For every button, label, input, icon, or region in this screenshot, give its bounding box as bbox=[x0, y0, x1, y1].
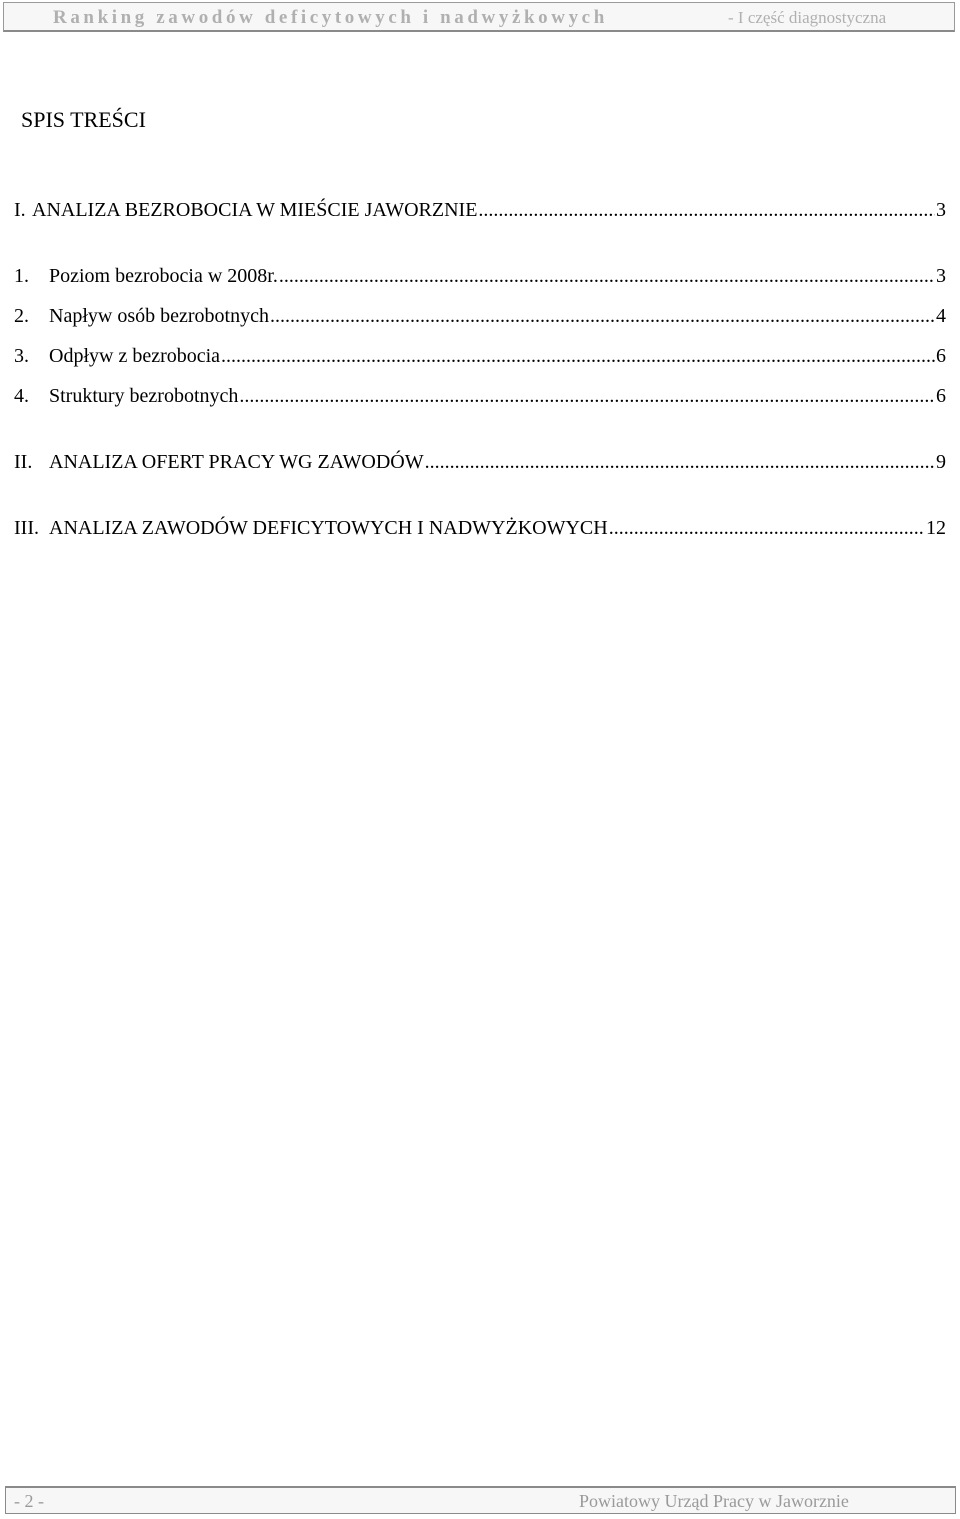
toc-entry-section-1[interactable] bbox=[14, 196, 946, 224]
toc-entry-page: 6 bbox=[936, 385, 946, 407]
footer-organization: Powiatowy Urząd Pracy w Jaworznie bbox=[579, 1491, 849, 1511]
toc-entry-section-2[interactable] bbox=[14, 448, 946, 476]
toc-entry-label: ANALIZA OFERT PRACY WG ZAWODÓW bbox=[49, 451, 424, 473]
header-subtitle: - I część diagnostyczna bbox=[728, 8, 887, 27]
running-footer bbox=[5, 1486, 956, 1514]
header-title: Ranking zawodów deficytowych i nadwyżkowych bbox=[53, 7, 608, 28]
toc-entry-page: 3 bbox=[936, 265, 946, 287]
toc-leader-dots bbox=[239, 382, 935, 410]
toc-entry-number: II. bbox=[14, 451, 33, 473]
toc-leader-dots bbox=[279, 262, 935, 290]
toc-entry-label: Odpływ z bezrobocia bbox=[49, 345, 221, 367]
toc-leader-dots bbox=[221, 342, 935, 370]
toc-entry-subsection-1[interactable] bbox=[14, 262, 946, 290]
toc-entry-number: 4. bbox=[14, 385, 29, 407]
toc-leader-dots bbox=[609, 514, 925, 542]
toc-entry-label: ANALIZA ZAWODÓW DEFICYTOWYCH I NADWYŻKOWYCH bbox=[49, 517, 608, 539]
toc-entry-page: 6 bbox=[936, 345, 946, 367]
toc-entry-section-3[interactable] bbox=[14, 514, 946, 542]
toc-leader-dots bbox=[478, 196, 935, 224]
toc-leader-dots bbox=[425, 448, 935, 476]
toc-entry-number: 3. bbox=[14, 345, 29, 367]
toc-entry-number: 2. bbox=[14, 305, 29, 327]
toc-entry-label: Poziom bezrobocia w 2008r. bbox=[49, 265, 278, 287]
toc-entry-label: Napływ osób bezrobotnych bbox=[49, 305, 269, 327]
toc-entry-page: 3 bbox=[936, 199, 946, 221]
toc-entry-page: 4 bbox=[936, 305, 946, 327]
toc-entry-number: I. bbox=[14, 199, 26, 221]
toc-entry-number: III. bbox=[14, 517, 39, 539]
page-number: - 2 - bbox=[14, 1491, 44, 1511]
toc-entry-subsection-4[interactable] bbox=[14, 382, 946, 410]
toc-entry-subsection-3[interactable] bbox=[14, 342, 946, 370]
running-header bbox=[3, 2, 955, 32]
toc-entry-label: ANALIZA BEZROBOCIA W MIEŚCIE JAWORZNIE bbox=[32, 199, 478, 221]
toc-entry-label: Struktury bezrobotnych bbox=[49, 385, 239, 407]
toc-title: SPIS TREŚCI bbox=[21, 107, 146, 132]
toc-entry-page: 12 bbox=[926, 517, 946, 539]
toc-entry-page: 9 bbox=[936, 451, 946, 473]
toc-entry-subsection-2[interactable] bbox=[14, 302, 946, 330]
toc-leader-dots bbox=[270, 302, 935, 330]
toc-entry-number: 1. bbox=[14, 265, 29, 287]
